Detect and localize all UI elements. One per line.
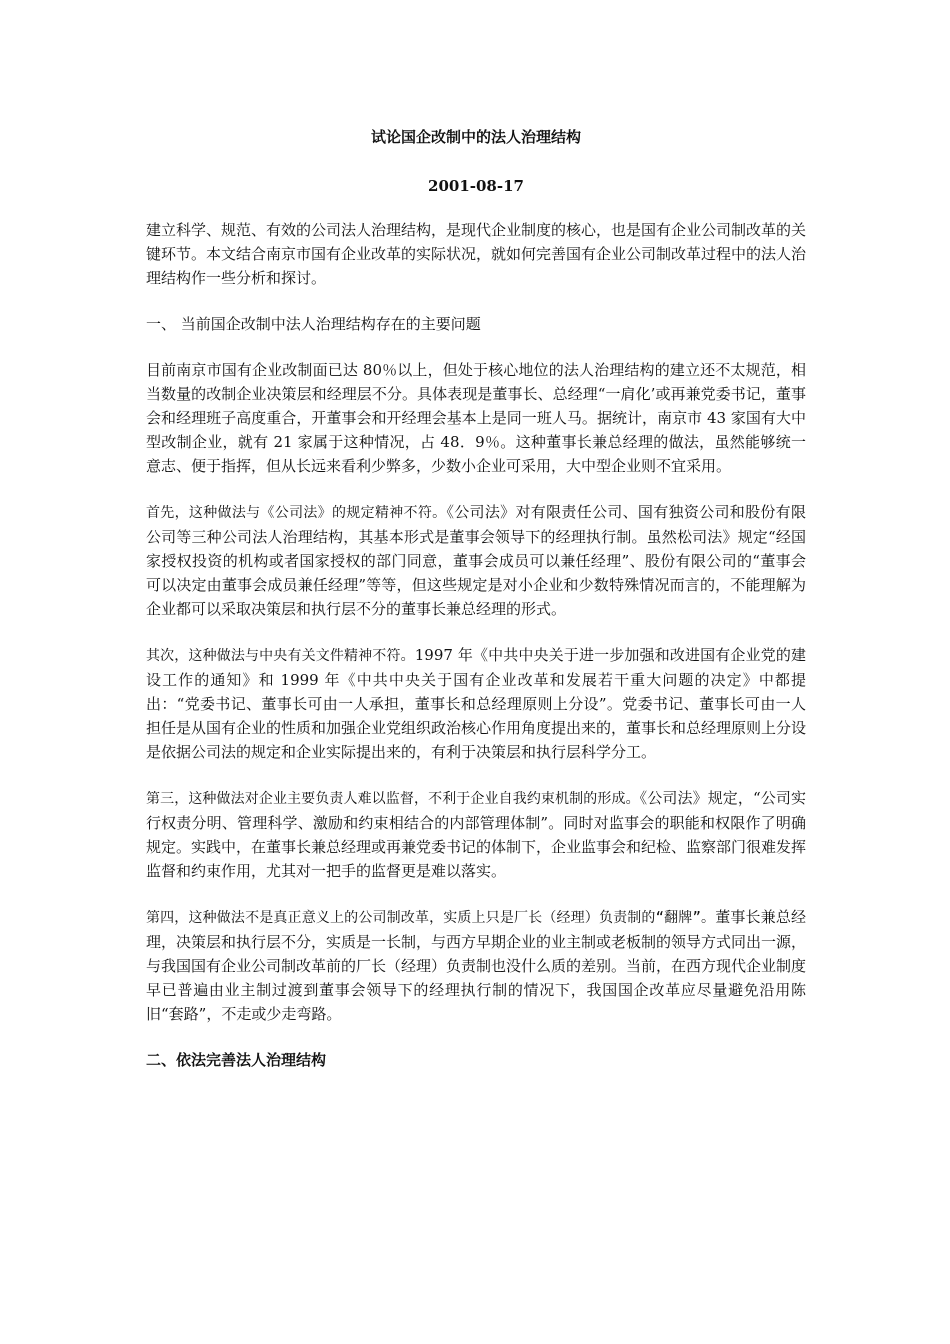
document-date: 2001-08-17 [428,177,524,195]
section-2-heading: 二、依法完善法人治理结构 [146,1051,327,1069]
point-1-lead: 首先，这种做法与《公司法》的规定精神不符。 [146,505,447,521]
document-title: 试论国企改制中的法人治理结构 [370,128,581,146]
point-1-body: 《公司法》对有限责任公司、国有独资公司和股份有限公司等三种公司法人治理结构，其基本形式是董事会领导下的经理执行制。虽然松司法》规定“经国家授权投资的机构或者国家授权的部门同意，董事会成员可以兼任经理”、股份有限公司的“董事会可以决定由董事会成员兼任经理”等等，但这些规定是对小企业和少数特殊情况而言的，不能理解为企业都可以采取决策层和执行层不分的董事长兼总经理的形式。 [146,503,806,618]
point-2-paragraph [146,643,806,764]
point-2-body: 1997 年《中共中央关于进一步加强和改进国有企业党的建设工作的通知》和 1999 年《中共中央关于国有企业改革和发展若干重大问题的决定》中都提出：“党委书记、董事长可由一人承担，董事长和总经理原则上分设”。党委书记、董事长可由一人担任是从国有企业的性质和加强企业党组织政治核心作用角度提出来的，董事长和总经理原则上分设是依据公司法的规定和企业实际提出来的，有利于决策层和执行层科学分工。 [146,646,807,761]
point-4-lead: 第四，这种做法不是真正意义上的公司制改革，实质上只是厂长（经理）负责制的“翻牌”。 [146,910,716,926]
point-2-lead: 其次，这种做法与中央有关文件精神不符。 [146,648,415,664]
section-1-heading: 一、 当前国企改制中法人治理结构存在的主要问题 [146,315,481,333]
point-3-body: 《公司法》规定，“公司实行权责分明、管理科学、激励和约束相结合的内部管理体制”。同时对监事会的职能和权限作了明确规定。实践中，在董事长兼总经理或再兼党委书记的体制下，企业监事会和纪检、监察部门很难发挥监督和约束作用，尤其对一把手的监督更是难以落实。 [146,789,807,880]
point-4-body: 董事长兼总经理，决策层和执行层不分，实质是一长制，与西方早期企业的业主制或老板制的领导方式同出一源，与我国国有企业公司制改革前的厂长（经理）负责制也没什么质的差别。当前，在西方现代企业制度早已普遍由业主制过渡到董事会领导下的经理执行制的情况下，我国国企改革应尽量避免沿用陈旧“套路”，不走或少走弯路。 [146,908,807,1023]
section-1-paragraph-1: 目前南京市国有企业改制面已达 80％以上，但处于核心地位的法人治理结构的建立还不太规范，相当数量的改制企业决策层和经理层不分。具体表现是董事长、总经理“一肩化’或再兼党委书记，董事会和经理班子高度重合，开董事会和开经理会基本上是同一班人马。据统计，南京市 43 家国有大中型改制企业，就有 21 家属于这种情况，占 48．9％。这种董事长兼总经理的做法，虽然能够统一意志、便于指挥，但从长远来看利少弊多，少数小企业可采用，大中型企业则不宜采用。 [146,361,806,475]
point-3-lead: 第三，这种做法对企业主要负责人难以监督，不利于企业自我约束机制的形成。 [146,791,640,807]
point-1-paragraph [146,500,806,621]
point-4-paragraph [146,905,806,1026]
intro-paragraph: 建立科学、规范、有效的公司法人治理结构，是现代企业制度的核心，也是国有企业公司制改革的关键环节。本文结合南京市国有企业改革的实际状况，就如何完善国有企业公司制改革过程中的法人治理结构作一些分析和探讨。 [146,221,807,287]
point-3-paragraph [146,786,806,883]
document-body [146,218,806,1094]
